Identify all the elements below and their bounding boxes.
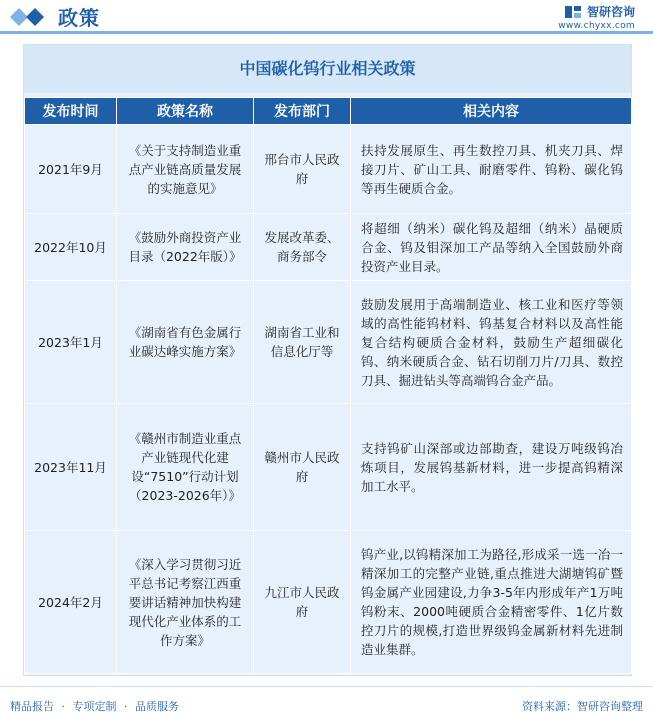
row-department: 赣州市人民政府 xyxy=(254,404,351,531)
row-department: 湖南省工业和信息化厅等 xyxy=(254,281,351,404)
brand-name: 智研咨询 xyxy=(586,5,635,19)
policy-table xyxy=(24,97,632,674)
data-source: 资料来源：智研咨询整理 xyxy=(522,700,643,713)
table-row xyxy=(25,281,632,404)
footer-item: 品质服务 xyxy=(135,700,179,713)
section-title: 政策 xyxy=(58,6,100,30)
footer-item: 精品报告 xyxy=(10,700,54,713)
column-header-date: 发布时间 xyxy=(25,98,117,125)
footer-separator: · xyxy=(124,700,128,713)
column-header-content: 相关内容 xyxy=(351,98,632,125)
table-title: 中国碳化钨行业相关政策 xyxy=(24,45,631,93)
row-department: 邢台市人民政府 xyxy=(254,125,351,214)
row-policy-name: 《关于支持制造业重点产业链高质量发展的实施意见》 xyxy=(117,125,254,214)
page-header xyxy=(0,0,653,34)
table-header-row xyxy=(25,98,632,125)
table-row xyxy=(25,125,632,214)
row-date: 2021年9月 xyxy=(25,125,117,214)
row-department: 发展改革委、商务部令 xyxy=(254,214,351,281)
row-date: 2023年11月 xyxy=(25,404,117,531)
row-content: 鼓励发展用于高端制造业、核工业和医疗等领域的高性能钨材料、钨基复合材料以及高性能复合结构硬质合金材料，鼓励生产超细碳化钨、纳米硬质合金、钻石切削刀片/刀具、数控刀具、掘进钻头等高端钨合金产品。 xyxy=(351,281,632,404)
policy-table-panel xyxy=(23,44,632,676)
row-content: 扶持发展原生、再生数控刀具、机夹刀具、焊接刀片、矿山工具、耐磨零件、钨粉、碳化钨等再生硬质合金。 xyxy=(351,125,632,214)
diamond-bullet-icon xyxy=(10,8,54,26)
row-content: 钨产业,以钨精深加工为路径,形成采一选一冶一精深加工的完整产业链,重点推进大湖塘钨矿暨钨金属产业园建设,力争3-5年内形成年产1万吨钨粉末、2000吨硬质合金精密零件、1亿片数控刀片的规模,打造世界级钨金属新材料先进制造业集群。 xyxy=(351,531,632,674)
page-footer xyxy=(0,686,653,716)
brand-block xyxy=(558,3,635,31)
row-policy-name: 《湖南省有色金属行业碳达峰实施方案》 xyxy=(117,281,254,404)
footer-separator: · xyxy=(61,700,65,713)
table-row xyxy=(25,214,632,281)
row-policy-name: 《赣州市制造业重点产业链现代化建设“7510”行动计划（2023-2026年）》 xyxy=(117,404,254,531)
row-date: 2024年2月 xyxy=(25,531,117,674)
brand-logo-icon xyxy=(564,4,582,20)
row-department: 九江市人民政府 xyxy=(254,531,351,674)
footer-divider xyxy=(0,686,653,687)
brand-url: www.chyxx.com xyxy=(558,21,635,31)
footer-item: 专项定制 xyxy=(72,700,117,713)
row-date: 2022年10月 xyxy=(25,214,117,281)
footer-tagline xyxy=(10,698,179,714)
header-divider xyxy=(0,31,653,34)
table-row xyxy=(25,404,632,531)
row-content: 将超细（纳米）碳化钨及超细（纳米）晶硬质合金、钨及钼深加工产品等纳入全国鼓励外商投资产业目录。 xyxy=(351,214,632,281)
column-header-name: 政策名称 xyxy=(117,98,254,125)
row-policy-name: 《深入学习贯彻习近平总书记考察江西重要讲话精神加快构建现代化产业体系的工作方案》 xyxy=(117,531,254,674)
row-date: 2023年1月 xyxy=(25,281,117,404)
table-row xyxy=(25,531,632,674)
row-policy-name: 《鼓励外商投资产业目录（2022年版）》 xyxy=(117,214,254,281)
row-content: 支持钨矿山深部或边部勘查，建设万吨级钨冶炼项目，发展钨基新材料，进一步提高钨精深加工水平。 xyxy=(351,404,632,531)
column-header-dept: 发布部门 xyxy=(254,98,351,125)
